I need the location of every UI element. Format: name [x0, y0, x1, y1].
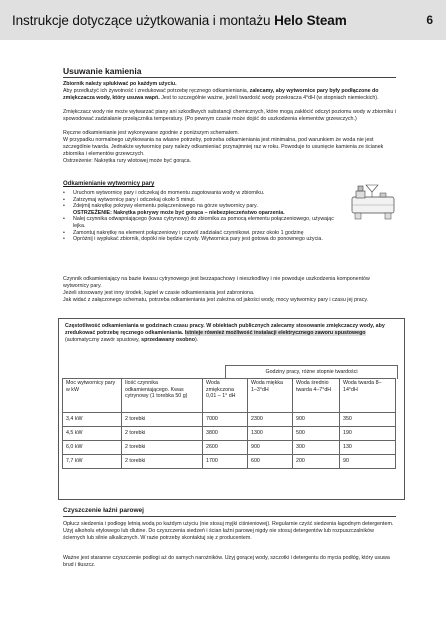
table-header-cell: Ilość czynnika odkamieniającego. Kwas cytrynowy (1 torebka 50 g) [122, 379, 203, 413]
intro-paragraph-1: Aby przedłużyć ich żywotność i zredukować potrzebę ręcznego odkamieniania, zalecamy, aby wytwornice pary były podłączone do zmiękczacza wody, który usuwa wapń. Jest to szczególnie ważne, jeżeli twardość wody przekracza 4°dH (w stopniach niemieckich). [63, 88, 379, 101]
intro-warning: Ostrzeżenie: Nakrętka rury wlotowej może być gorąca. [63, 158, 192, 164]
page-number: 6 [426, 13, 433, 27]
descaling-note-1: Czynnik odkamieniający na bazie kwasu cytrynowego jest bezzapachowy i nieszkodliwy i nie powoduje uszkodzenia komponentów wytwornicy pary. [63, 276, 370, 289]
table-cell: 900 [248, 441, 293, 455]
table-header-cell: Woda średnio twarda 4–7°dH [293, 379, 340, 413]
intro-paragraph-3: Ręczne odkamienianie jest wykonywane zgodnie z poniższym schematem. [63, 130, 240, 136]
descaling-step: • Zdejmij nakrętkę pokrywy elementu połączeniowego na górze wytwornicy pary. OSTRZEŻENIE: Nakrętka pokrywy może być gorąca – niebezpieczeństwo oparzenia. [63, 203, 343, 216]
title-text: Instrukcje dotyczące użytkowania i montażu [12, 13, 275, 28]
table-row [63, 455, 396, 469]
table-cell: 200 [293, 455, 340, 469]
table-cell: 300 [293, 441, 340, 455]
section-title: Usuwanie kamienia [63, 66, 142, 76]
table-header-cell: Moc wytwornicy pary w kW [63, 379, 122, 413]
table-cell: 6,0 kW [63, 441, 122, 455]
table-row [63, 427, 396, 441]
cleaning-paragraph-1: Opłucz siedzenia i podłogę letnią wodą po każdym użyciu (nie stosuj myjki ciśnieniowej). Regularnie czyść siedzenia łagodnym detergentem. Użyj alkoholu etylowego lub dlutine. Do czyszczenia siedzeń i ścian łaźni parowej nigdy nie stosuj detergentów lub rozpuszczalników ściernych lub silnie alkalicznych. W razie potrzeby skontaktuj się z producentem. [63, 521, 394, 541]
table-cell: 500 [293, 427, 340, 441]
title-product-name: Helo Steam [274, 13, 347, 28]
cleaning-divider [63, 516, 396, 517]
table-cell: 130 [340, 441, 396, 455]
table-row [63, 413, 396, 427]
table-cell: 3800 [203, 427, 248, 441]
table-header-cell: Woda twarda 8–14°dH [340, 379, 396, 413]
table-cell: 1300 [248, 427, 293, 441]
cleaning-heading: Czyszczenie łaźni parowej [63, 507, 144, 514]
table-cell: 2 torebki [122, 413, 203, 427]
table-header-row [63, 379, 396, 413]
document-title [12, 13, 347, 28]
table-cell: 7,7 kW [63, 455, 122, 469]
descaling-heading: Odkamienianie wytwornicy pary [63, 181, 155, 187]
table-cell: 7000 [203, 413, 248, 427]
descaling-step: • Zamontuj nakrętkę na element połączeniowy i pozwól zadziałać czynnikowi. przez około 1 godzinę [63, 230, 343, 237]
table-note: Częstotliwość odkamieniania w godzinach czasu pracy. W obiektach publicznych zalecamy stosowanie zmiękczaczy wody, aby zredukować potrzebę ręcznego odkamieniania. Istnieje również możliwość instalacji elektrycznego zaworu spustowego (automatyczny zawór spustowy, sprzedawany osobno). [65, 323, 385, 343]
table-cell: 90 [340, 455, 396, 469]
cleaning-paragraph-2: Ważne jest staranne czyszczenie podłogi aż do samych narożników. Użyj gorącej wody, szczotki i detergentu do mycia podłóg, który usuwa brud i tłuszcz. [63, 555, 390, 568]
table-span-header: Godziny pracy, różne stopnie twardości [225, 365, 398, 379]
table-cell: 350 [340, 413, 396, 427]
table-cell: 190 [340, 427, 396, 441]
table-row [63, 441, 396, 455]
page-header [0, 0, 446, 40]
intro-heading: Zbiornik należy spłukiwać po każdym użyciu. [63, 81, 177, 87]
section-divider [63, 77, 396, 78]
table-cell: 3,4 kW [63, 413, 122, 427]
table-cell: 1700 [203, 455, 248, 469]
table-cell: 2 torebki [122, 455, 203, 469]
table-cell: 900 [293, 413, 340, 427]
steam-generator-illustration [350, 183, 396, 226]
descaling-step: • Opróżnij i wypłukać zbiornik, dopóki nie będzie czysty. Wytwornica pary jest gotowa do ponownego użycia. [63, 236, 413, 243]
descaling-step: • Zatrzymaj wytwornicę pary i odczekaj około 5 minut. [63, 197, 343, 204]
descaling-frequency-table [62, 378, 396, 469]
table-cell: 600 [248, 455, 293, 469]
table-cell: 2600 [203, 441, 248, 455]
descaling-note-2: Jeżeli stosowany jest inny środek, kąpiel w czasie odkamieniania jest zabroniona. [63, 290, 255, 296]
descaling-steps [63, 190, 343, 243]
table-cell: 2300 [248, 413, 293, 427]
table-cell: 2 torebki [122, 441, 203, 455]
descaling-note-3: Jak widać z załączonego schematu, potrzeba odkamieniania jest zależna od jakości wody, mocy wytwornicy pary i czasu jej pracy. [63, 297, 369, 303]
intro-paragraph-2: Zmiękczacz wody nie może wytwarzać piany ani szkodliwych substancji chemicznych, które mogą zakłócić odczyt poziomu wody w zbiorniku i spowodować zadziałanie przełącznika temperatury. (Po pewnym czasie może dojść do uszkodzenia elementów grzewczych.) [63, 109, 396, 122]
descaling-step: • Nalej czynnika odwapniającego (kwas cytrynowy) do zbiornika za pomocą elementu połączeniowego, używając lejka. [63, 216, 343, 229]
intro-paragraph-4: W przypadku normalnego użytkowania na własne potrzeby, potrzeba odkamieniania jest minimalna, pod warunkiem że woda nie jest szczególnie twarda. Jednakże wytwornicę pary należy odkamieniać przynajmniej raz w roku. Powoduje to usunięcie kamienia ze ścianek zbiornika i elementów grzewczych. [63, 137, 384, 157]
table-header-cell: Woda zmiękczona 0,01 – 1° dH [203, 379, 248, 413]
table-cell: 2 torebki [122, 427, 203, 441]
descaling-step: • Uruchom wytwornicę pary i odczekaj do momentu zagotowania wody w zbiorniku. [63, 190, 343, 197]
table-header-cell: Woda miękka 1–3°dH [248, 379, 293, 413]
table-cell: 4,5 kW [63, 427, 122, 441]
